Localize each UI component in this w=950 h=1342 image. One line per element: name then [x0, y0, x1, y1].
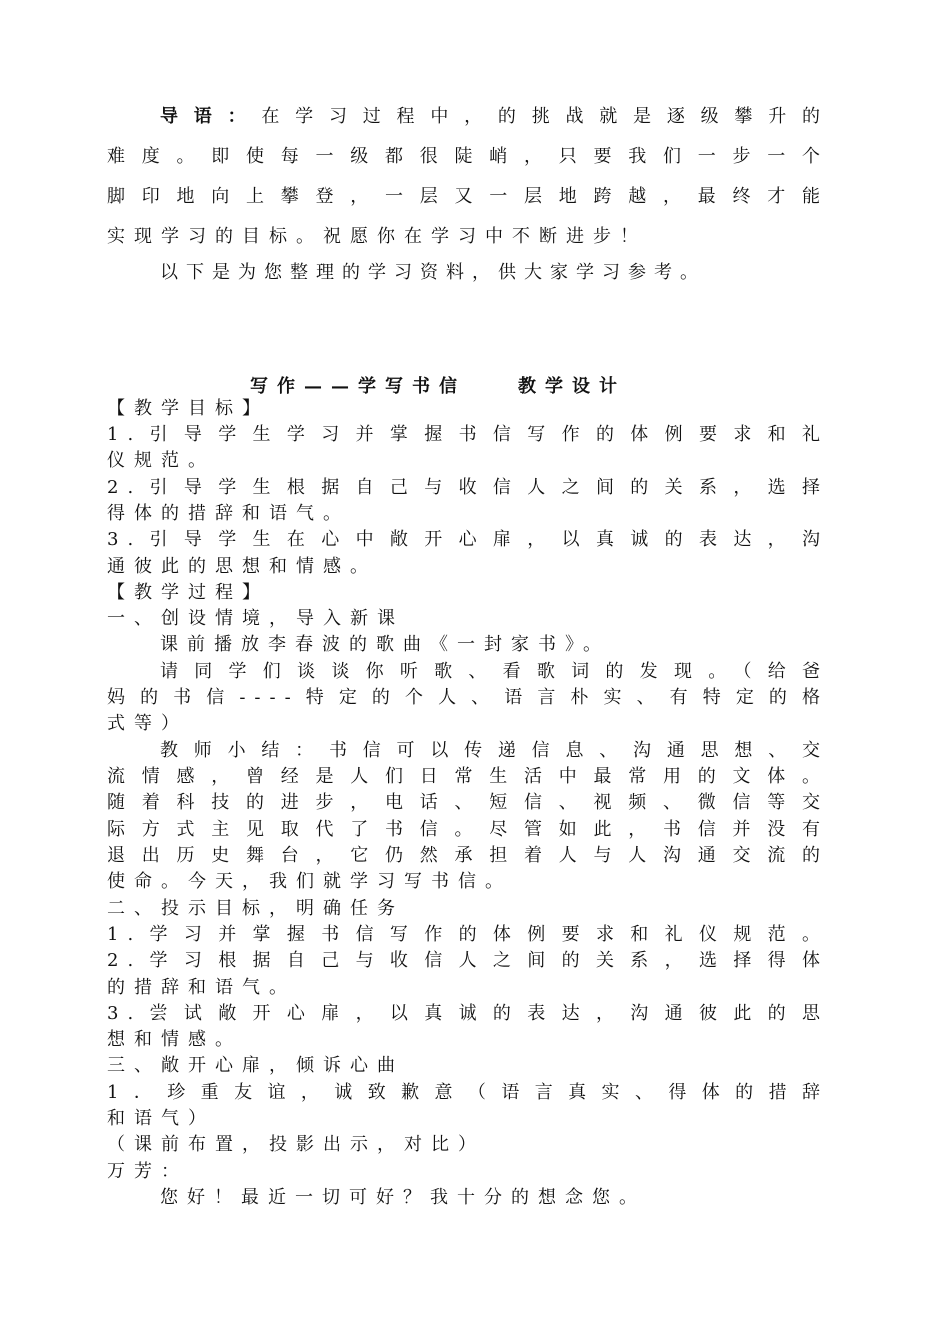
body-line: 2.学习根据自己与收信人之间的关系，选择得体 [107, 950, 829, 971]
body-line: 1.学习并掌握书信写作的体例要求和礼仪规范。 [107, 924, 829, 945]
body-line: 流情感，曾经是人们日常生活中最常用的文体。 [107, 766, 829, 787]
body-line: 使命。今天，我们就学习写书信。 [107, 871, 512, 892]
intro-line-4: 实现学习的目标。祝愿你在学习中不断进步！ [107, 226, 647, 247]
body-line: 想和情感。 [107, 1029, 242, 1050]
title-main: 写作——学写书信 [250, 376, 466, 397]
section-heading-3: 三、敞开心扉，倾诉心曲 [107, 1055, 404, 1076]
body-line: 仪规范。 [107, 450, 215, 471]
intro-label: 导语： [160, 106, 262, 127]
body-line: （课前布置，投影出示，对比） [107, 1134, 485, 1155]
body-line: 1.引导学生学习并掌握书信写作的体例要求和礼 [107, 424, 829, 445]
body-line: 通彼此的思想和情感。 [107, 556, 377, 577]
body-line: 的措辞和语气。 [107, 977, 296, 998]
body-line: 课前播放李春波的歌曲《一封家书》。 [160, 634, 610, 655]
body-line: 得体的措辞和语气。 [107, 503, 350, 524]
body-line: 际方式主见取代了书信。尽管如此，书信并没有 [107, 819, 829, 840]
intro-line-2: 难度。即使每一级都很陡峭，只要我们一步一个 [107, 146, 829, 167]
letter-salutation: 万芳： [107, 1161, 188, 1182]
body-line: 3.引导学生在心中敞开心扉，以真诚的表达，沟 [107, 529, 829, 550]
document-title [250, 372, 770, 398]
title-sub: 教学设计 [518, 376, 626, 397]
heading-goals: 【教学目标】 [107, 398, 269, 419]
body-line: 请同学们谈谈你听歌、看歌词的发现。（给爸 [160, 661, 829, 682]
body-line: 教师小结：书信可以传递信息、沟通思想、交 [160, 740, 829, 761]
section-heading-1: 一、创设情境，导入新课 [107, 608, 404, 629]
body-line: 3.尝试敞开心扉，以真诚的表达，沟通彼此的思 [107, 1003, 829, 1024]
heading-process: 【教学过程】 [107, 582, 269, 603]
body-line: 1．珍重友谊，诚致歉意（语言真实、得体的措辞 [107, 1082, 829, 1103]
intro-line-3: 脚印地向上攀登，一层又一层地跨越，最终才能 [107, 186, 829, 207]
intro-text-1: 在学习过程中，的挑战就是逐级攀升的 [261, 106, 830, 127]
letter-body-line: 您好！最近一切可好？我十分的想念您。 [160, 1187, 646, 1208]
body-line: 和语气） [107, 1108, 215, 1129]
intro-line-5: 以下是为您整理的学习资料，供大家学习参考。 [160, 262, 706, 283]
body-line: 妈的书信----特定的个人、语言朴实、有特定的格 [107, 687, 829, 708]
body-line: 退出历史舞台，它仍然承担着人与人沟通交流的 [107, 845, 829, 866]
body-line: 随着科技的进步，电话、短信、视频、微信等交 [107, 792, 829, 813]
intro-line-1 [160, 106, 829, 128]
body-line: 2.引导学生根据自己与收信人之间的关系，选择 [107, 477, 829, 498]
body-line: 式等） [107, 713, 188, 734]
section-heading-2: 二、投示目标，明确任务 [107, 898, 404, 919]
